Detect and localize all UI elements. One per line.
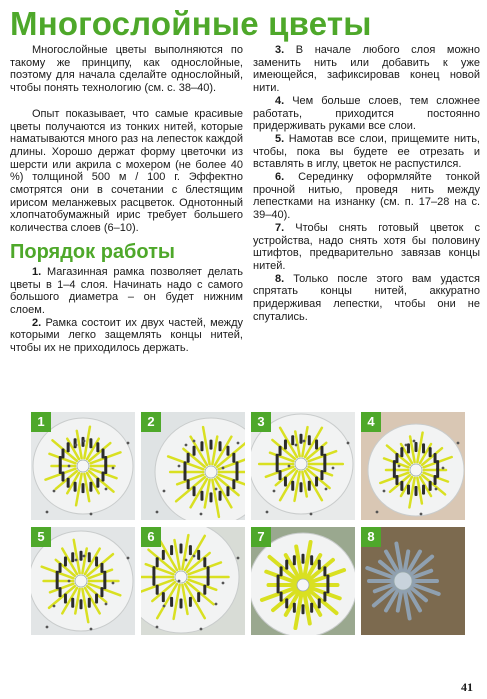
step-text: Чем больше слоев, тем сложнее работать, приходится постоянно придерживать руками все слои. <box>253 94 480 133</box>
step-4 <box>253 95 480 133</box>
step-2 <box>10 317 243 355</box>
intro-paragraph-2: Опыт показывает, что самые красивые цветы получаются из тонких нитей, которые наматываются много раз на лепесток каждой длины. Хорошо держат форму цветочки из шерсти или акрила с мохером (не более 40 %) толщиной 500 м / 100 г. Эффектно смотрятся они в сочетании с блестящим ирисом меланжевых расцветок. Однотонный хлопчатобумажный ирис требует большего количества слоев (6–10). <box>10 107 243 235</box>
step-text: Магазинная рамка позволяет делать цветы в 1–4 слоя. Начинать надо с самого большого диаметра – он будет нижним слоем. <box>10 265 243 316</box>
step-8 <box>253 273 480 324</box>
page-number: 41 <box>461 680 473 694</box>
step-photo-2 <box>141 412 245 520</box>
step-number: 4. <box>275 94 285 107</box>
photo-number-badge: 2 <box>141 412 161 432</box>
step-number: 3. <box>275 44 285 56</box>
photo-grid <box>31 412 467 650</box>
page-title: Многослойные цветы <box>10 5 372 42</box>
step-3 <box>253 44 480 95</box>
photo-number-badge: 8 <box>361 527 381 547</box>
step-photo-3 <box>251 412 355 520</box>
photo-number-badge: 1 <box>31 412 51 432</box>
step-text: Только после этого вам удастся спрятать концы нитей, аккуратно придерживая лепестки, чтобы они не спутались. <box>253 272 480 323</box>
step-photo-5 <box>31 527 135 635</box>
step-text: В начале любого слоя можно заменить нить или добавить к уже имеющейся, зафиксировав конец новой нити. <box>253 44 480 95</box>
step-5 <box>253 133 480 171</box>
step-number: 2. <box>32 316 42 329</box>
step-number: 5. <box>275 132 285 145</box>
step-number: 8. <box>275 272 285 285</box>
step-number: 7. <box>275 221 285 234</box>
intro-paragraph-1: Многослойные цветы выполняются по такому же принципу, как однослойные, поэтому для начала сделайте однослойный, чтобы понять технологию (см. с. 38–40). <box>10 44 243 95</box>
step-photo-8 <box>361 527 465 635</box>
step-text: Намотав все слои, прищемите нить, чтобы, пока вы будете ее отрезать и вставлять в иглу, цветок не распустился. <box>253 132 480 171</box>
step-text: Чтобы снять готовый цветок с устройства, надо снять хотя бы половину штифтов, предварительно завязав концы нитей. <box>253 221 480 272</box>
photo-number-badge: 7 <box>251 527 271 547</box>
photo-number-badge: 3 <box>251 412 271 432</box>
left-column <box>10 44 243 355</box>
photo-number-badge: 6 <box>141 527 161 547</box>
step-photo-4 <box>361 412 465 520</box>
step-1 <box>10 266 243 317</box>
step-number: 1. <box>32 265 42 278</box>
step-text: Серединку оформляйте тонкой прочной нитью, проведя нить между лепестками на изнанку (см. п. 17–28 на с. 39–40). <box>253 171 480 222</box>
photo-number-badge: 5 <box>31 527 51 547</box>
right-column <box>253 44 480 323</box>
step-text: Рамка состоит их двух частей, между которыми легко защемлять концы нитей, чтобы их не приходилось держать. <box>10 316 244 355</box>
step-7 <box>253 222 480 273</box>
photo-number-badge: 4 <box>361 412 381 432</box>
step-photo-1 <box>31 412 135 520</box>
step-photo-7 <box>251 527 355 635</box>
procedure-heading: Порядок работы <box>10 240 175 263</box>
step-photo-6 <box>141 527 245 635</box>
step-6 <box>253 171 480 222</box>
step-number: 6. <box>275 171 285 184</box>
